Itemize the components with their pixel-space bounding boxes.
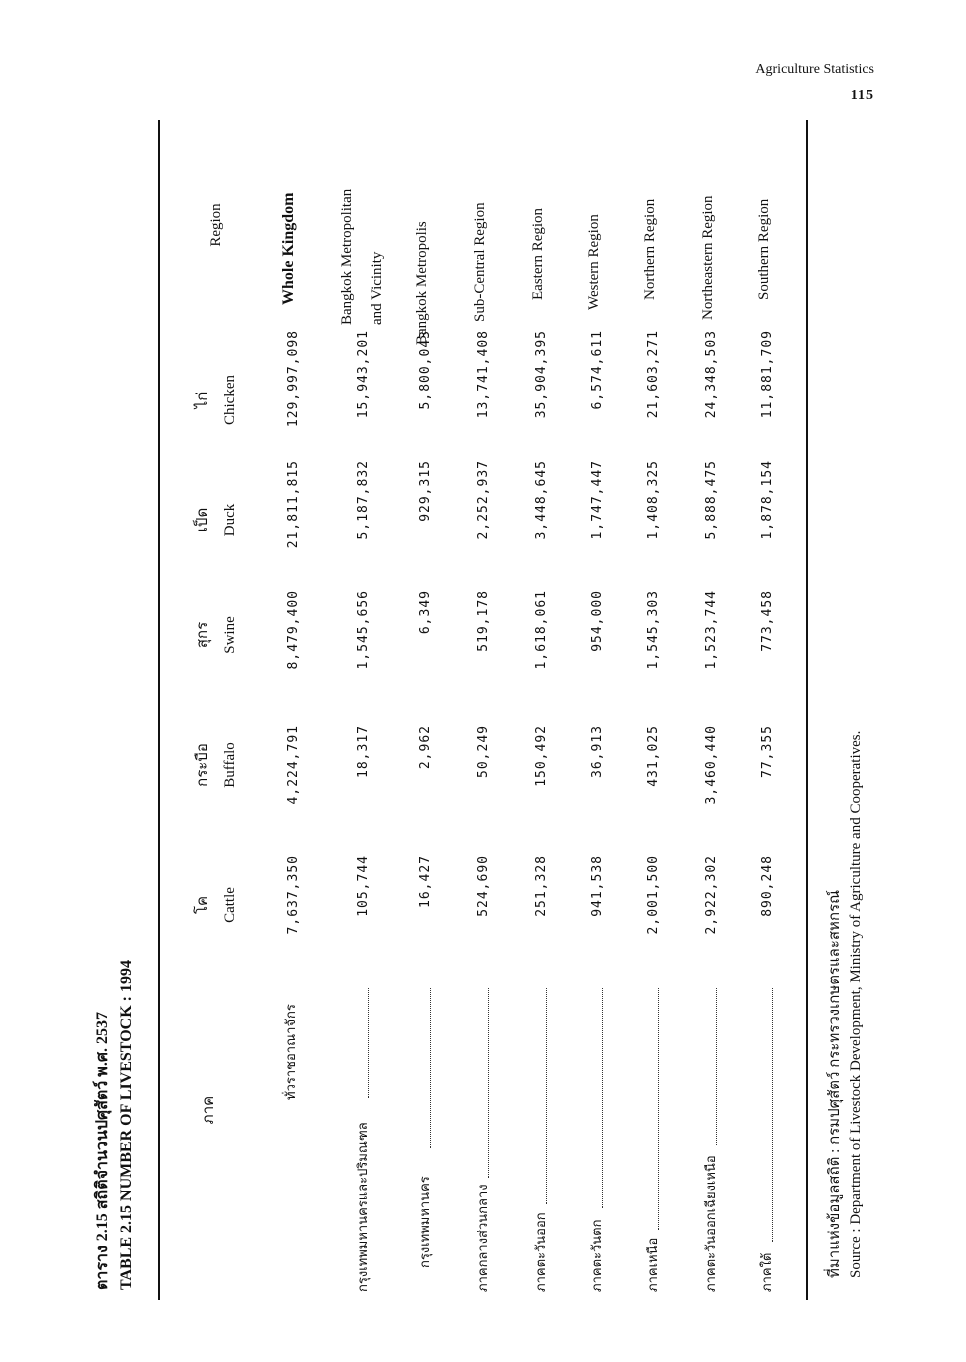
cell-swine: 8,479,400 [286,590,301,670]
cell-cattle: 524,690 [476,855,491,917]
row-label-thai: ทั่วราชอาณาจักร [283,1004,298,1100]
row-label-thai: ภาคตะวันออก [533,1212,548,1292]
cell-swine: 1,545,656 [356,590,371,670]
row-region: Bangkok Metropolitan [339,188,355,325]
header-buffalo: Buffalo [222,742,238,788]
dot-leader [430,988,431,1148]
rotated-table [84,120,880,1300]
header-cattle: Cattle [222,887,238,923]
row-region: Northern Region [642,198,658,300]
header-duck-thai: เป็ด [195,507,211,533]
row-label-thai: ภาคใต้ [759,1252,774,1292]
cell-swine: 1,618,061 [534,590,549,670]
row-region: Eastern Region [530,207,546,300]
source-thai: ที่มาแห่งข้อมูลสถิติ : กรมปศุสัตว์ กระทรวงเกษตรและสหกรณ์ [827,889,843,1278]
row-label-thai: ภาคตะวันออกเฉียงเหนือ [703,1155,718,1292]
cell-swine: 773,458 [760,590,775,652]
row-label-thai: กรุงเทพมหานคร [417,1176,432,1268]
cell-buffalo: 50,249 [476,725,491,778]
header-duck: Duck [222,503,238,537]
row-region: Whole Kingdom [280,192,297,305]
header-region-thai: ภาค [201,1095,217,1125]
cell-cattle: 7,637,350 [286,855,301,935]
header-swine: Swine [222,616,238,654]
row-label-thai: กรุงเทพมหานครและปริมณฑล [355,1122,370,1292]
header-buffalo-thai: กระบือ [195,743,211,787]
row-label-thai: ภาคตะวันตก [589,1219,604,1292]
table-top-rule [158,120,160,1300]
row-region: Western Region [586,214,602,310]
row-region-line2: and Vicinity [369,251,385,325]
dot-leader [368,988,369,1098]
cell-chicken: 5,800,043 [418,330,433,410]
row-region: Southern Region [756,198,772,300]
cell-chicken: 13,741,408 [476,330,491,419]
cell-chicken: 11,881,709 [760,330,775,419]
cell-buffalo: 3,460,440 [704,725,719,805]
dot-leader [546,988,547,1204]
cell-cattle: 2,001,500 [646,855,661,935]
header-region: Region [208,203,224,247]
cell-buffalo: 77,355 [760,725,775,778]
cell-chicken: 6,574,611 [590,330,605,410]
table-bottom-rule [806,120,808,1300]
source-english: Source : Department of Livestock Development, Ministry of Agriculture and Cooperatives. [848,730,864,1278]
row-label-thai: ภาคกลางส่วนกลาง [475,1184,490,1292]
cell-chicken: 24,348,503 [704,330,719,419]
dot-leader [716,988,717,1145]
header-chicken-thai: ไก่ [195,391,211,409]
cell-cattle: 251,328 [534,855,549,917]
cell-duck: 21,811,815 [286,460,301,549]
cell-cattle: 941,538 [590,855,605,917]
cell-swine: 1,545,303 [646,590,661,670]
cell-cattle: 105,744 [356,855,371,917]
running-header-title: Agriculture Statistics [755,62,874,77]
cell-duck: 1,408,325 [646,460,661,540]
cell-swine: 954,000 [590,590,605,652]
cell-duck: 5,187,832 [356,460,371,540]
row-region: Sub-Central Region [472,202,488,322]
dot-leader [658,988,659,1230]
cell-cattle: 16,427 [418,855,433,908]
cell-swine: 6,349 [418,590,433,635]
cell-duck: 3,448,645 [534,460,549,540]
cell-chicken: 35,904,395 [534,330,549,419]
row-region: Bangkok Metropolis [414,221,430,345]
cell-chicken: 129,997,098 [286,330,301,428]
cell-buffalo: 36,913 [590,725,605,778]
table-caption-thai: ตาราง 2.15 สถิติจำนวนปศุสัตว์ พ.ศ. 2537 [94,1012,111,1290]
cell-buffalo: 18,317 [356,725,371,778]
header-cattle-thai: โค [195,895,211,915]
dot-leader [488,988,489,1178]
cell-swine: 519,178 [476,590,491,652]
cell-buffalo: 2,962 [418,725,433,770]
header-chicken: Chicken [222,375,238,425]
page-number: 115 [850,88,874,103]
cell-buffalo: 431,025 [646,725,661,787]
cell-buffalo: 4,224,791 [286,725,301,805]
header-swine-thai: สุกร [195,621,211,649]
table-caption-english: TABLE 2.15 NUMBER OF LIVESTOCK : 1994 [118,960,135,1290]
cell-duck: 5,888,475 [704,460,719,540]
cell-chicken: 15,943,201 [356,330,371,419]
cell-chicken: 21,603,271 [646,330,661,419]
cell-duck: 929,315 [418,460,433,522]
dot-leader [772,988,773,1242]
cell-duck: 1,747,447 [590,460,605,540]
cell-swine: 1,523,744 [704,590,719,670]
cell-cattle: 2,922,302 [704,855,719,935]
dot-leader [602,988,603,1208]
cell-duck: 2,252,937 [476,460,491,540]
row-region: Northeastern Region [700,195,716,320]
cell-duck: 1,878,154 [760,460,775,540]
cell-buffalo: 150,492 [534,725,549,787]
row-label-thai: ภาคเหนือ [645,1237,660,1292]
cell-cattle: 890,248 [760,855,775,917]
